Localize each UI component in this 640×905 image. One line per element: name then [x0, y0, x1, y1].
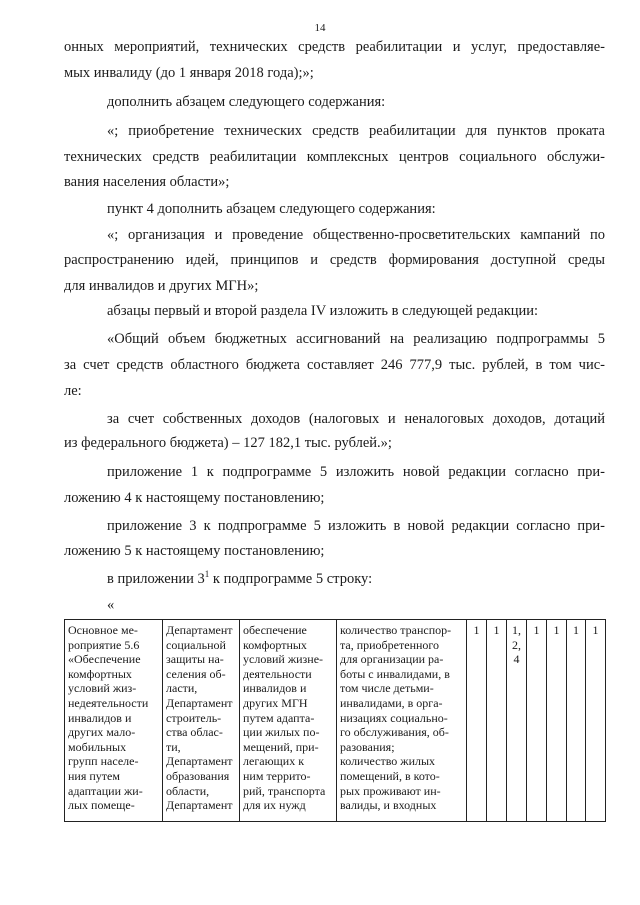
body-text-line: ложению 4 к настоящему постановлению; — [64, 490, 325, 506]
body-text-line: за счет средств областного бюджета составляет 246 777,9 тыс. рублей, в том чис- — [64, 357, 605, 373]
body-text-line: технических средств реабилитации комплексных центров социального обслужи- — [64, 149, 605, 165]
body-text-line: для инвалидов и других МГН»; — [64, 278, 259, 294]
body-text-line: «; приобретение технических средств реабилитации для пунктов проката — [107, 123, 605, 139]
body-text-line: из федерального бюджета) – 127 182,1 тыс. рублей.»; — [64, 435, 392, 451]
table-cell-executor — [163, 620, 240, 822]
cell-text: количество транспор- та, приобретенного для организации ра- боты с инвалидами, в том числе детьми- инвалидами, в орга- низациях социально- го обслуживания, об- разования; количество жилых помещений, в кото- рых проживают ин- валиды, и входных — [340, 623, 452, 813]
body-text-line: «Общий объем бюджетных ассигнований на реализацию подпрограммы 5 — [107, 331, 605, 347]
table-cell-goal — [240, 620, 337, 822]
program-table — [64, 619, 606, 822]
text-fragment: к подпрограмме 5 строку: — [209, 571, 373, 587]
body-text-line: дополнить абзацем следующего содержания: — [107, 94, 386, 110]
cell-text: 1 — [473, 623, 480, 637]
body-text-line: за счет собственных доходов (налоговых и неналоговых доходов, дотаций — [107, 411, 605, 427]
table-cell-number — [547, 620, 567, 822]
table-cell-number — [527, 620, 547, 822]
table-cell-indicator — [337, 620, 467, 822]
table-cell-number — [586, 620, 606, 822]
body-text-line: приложение 1 к подпрограмме 5 изложить новой редакции согласно при- — [107, 464, 605, 480]
table-cell-number — [567, 620, 586, 822]
table-cell-number — [507, 620, 527, 822]
cell-text: 1 — [493, 623, 500, 637]
table-cell-number — [467, 620, 487, 822]
body-text-line: вания населения области»; — [64, 174, 230, 190]
opening-quote: « — [107, 597, 115, 613]
body-text-line: онных мероприятий, технических средств реабилитации и услуг, предоставляе- — [64, 39, 605, 55]
cell-text: 1 — [573, 623, 579, 637]
cell-text: 1 — [592, 623, 599, 637]
superscript: 1 — [204, 569, 210, 580]
table-row — [65, 620, 606, 822]
cell-text: Основное ме- роприятие 5.6 «Обеспечение комфортных условий жиз- недеятельности инвалидов и других мало- мобильных групп населе- ния путем адаптации жи- лых помеще- — [68, 623, 149, 813]
table-cell-measure — [65, 620, 163, 822]
body-text-line: пункт 4 дополнить абзацем следующего содержания: — [107, 201, 436, 217]
page-number: 14 — [314, 22, 326, 34]
body-text-line: приложение 3 к подпрограмме 5 изложить в новой редакции согласно при- — [107, 518, 605, 534]
body-text-line-with-superscript — [107, 570, 372, 588]
table-cell-number — [487, 620, 507, 822]
body-text-line: «; организация и проведение общественно-просветительских кампаний по — [107, 227, 605, 243]
text-fragment: в приложении 3 — [107, 571, 205, 587]
cell-text: 1 — [553, 623, 560, 637]
cell-text: 1 — [533, 623, 540, 637]
body-text-line: распространению идей, принципов и средств формирования доступной среды — [64, 252, 605, 268]
cell-text: обеспечение комфортных условий жизне- деятельности инвалидов и других МГН путем адапта- ции жилых по- мещений, при- легающих к ним террито- рий, транспорта для их нужд — [243, 623, 326, 813]
cell-text: 1, 2, 4 — [512, 623, 521, 667]
body-text-line: ложению 5 к настоящему постановлению; — [64, 543, 325, 559]
cell-text: Департамент социальной защиты на- селения об- ласти, Департамент строитель- ства облас- ти, Департамент образования области, Департамент — [166, 623, 233, 813]
body-text-line: мых инвалиду (до 1 января 2018 года);»; — [64, 65, 314, 81]
body-text-line: абзацы первый и второй раздела IV изложить в следующей редакции: — [107, 303, 539, 319]
body-text-line: ле: — [64, 383, 82, 399]
